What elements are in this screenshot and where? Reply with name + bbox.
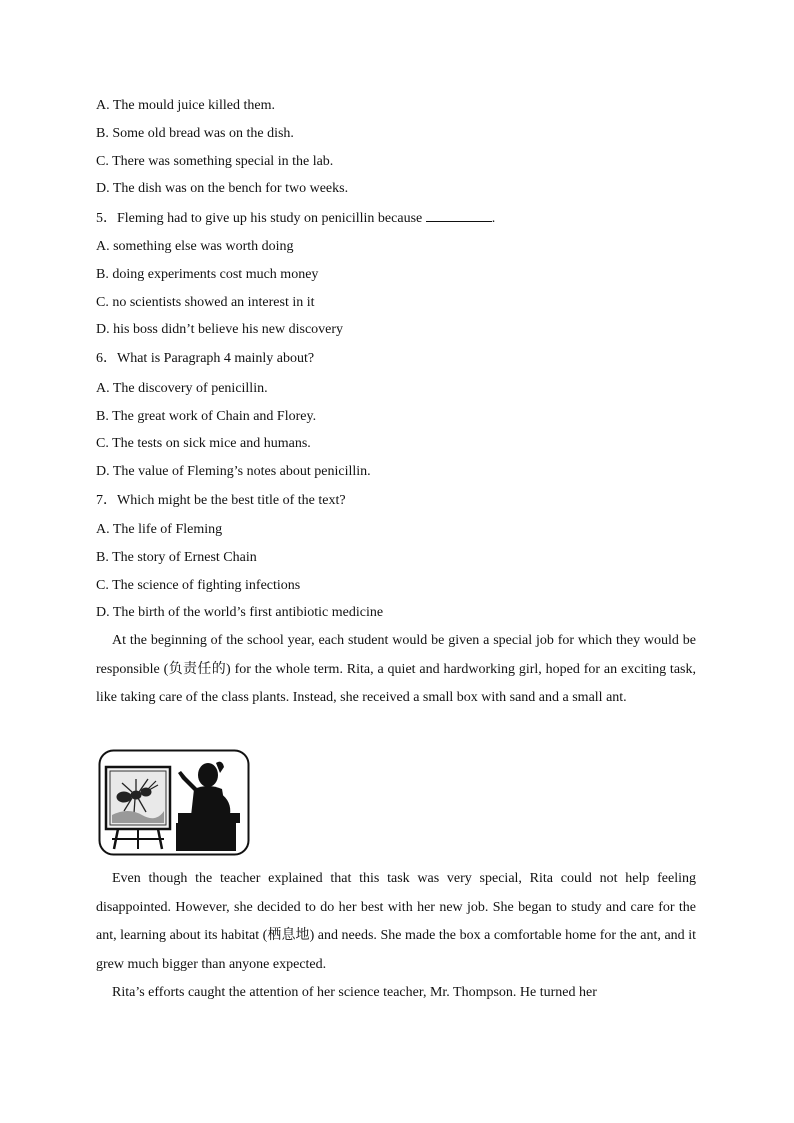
q4-option-a: A. The mould juice killed them. <box>96 98 275 113</box>
q7-option-a: A. The life of Fleming <box>96 522 223 537</box>
q7-option-d: D. The birth of the world’s first antibiotic medicine <box>96 605 384 620</box>
teacher-ant-picture-icon <box>98 749 250 856</box>
passage-paragraph-3 <box>96 979 696 1008</box>
answer-blank <box>426 209 492 222</box>
q6-option-c: C. The tests on sick mice and humans. <box>96 436 311 451</box>
passage-paragraph-2-text: Even though the teacher explained that this task was very special, Rita could not help feeling disappointed. However, she decided to do her best with her new job. She began to study and care for the ant, learning about its habitat (栖息地) and needs. She made the box a comfortable home for the ant, and it grew much bigger than anyone expected. <box>96 871 696 972</box>
q5-stem-text: 5．Fleming had to give up his study on penicillin because <box>96 211 426 226</box>
q7-option-c: C. The science of fighting infections <box>96 578 301 593</box>
q6-option-a: A. The discovery of penicillin. <box>96 381 268 396</box>
q5-option-a: A. something else was worth doing <box>96 239 294 254</box>
passage-paragraph-3-text: Rita’s efforts caught the attention of her science teacher, Mr. Thompson. He turned her <box>112 985 597 1000</box>
passage-paragraph-1-text: At the beginning of the school year, each student would be given a special job for which they would be responsible (负责任的) for the whole term. Rita, a quiet and hardworking girl, hoped for an exciting task, like taking care of the class plants. Instead, she received a small box with sand and a small ant. <box>96 633 696 705</box>
q7-option-b: B. The story of Ernest Chain <box>96 550 257 565</box>
q4-option-d: D. The dish was on the bench for two weeks. <box>96 181 349 196</box>
q5-stem <box>96 209 495 227</box>
q5-option-d: D. his boss didn’t believe his new discovery <box>96 322 344 337</box>
q4-option-b: B. Some old bread was on the dish. <box>96 126 294 141</box>
passage-paragraph-2 <box>96 865 696 979</box>
q6-option-b: B. The great work of Chain and Florey. <box>96 409 317 424</box>
q5-option-c: C. no scientists showed an interest in it <box>96 295 315 310</box>
q4-option-c: C. There was something special in the lab. <box>96 154 334 169</box>
passage-paragraph-1 <box>96 627 696 713</box>
q6-stem: 6．What is Paragraph 4 mainly about? <box>96 351 315 366</box>
q5-stem-end: . <box>491 211 496 226</box>
q6-option-d: D. The value of Fleming’s notes about penicillin. <box>96 464 371 479</box>
q7-stem: 7．Which might be the best title of the text? <box>96 493 346 508</box>
q5-option-b: B. doing experiments cost much money <box>96 267 319 282</box>
